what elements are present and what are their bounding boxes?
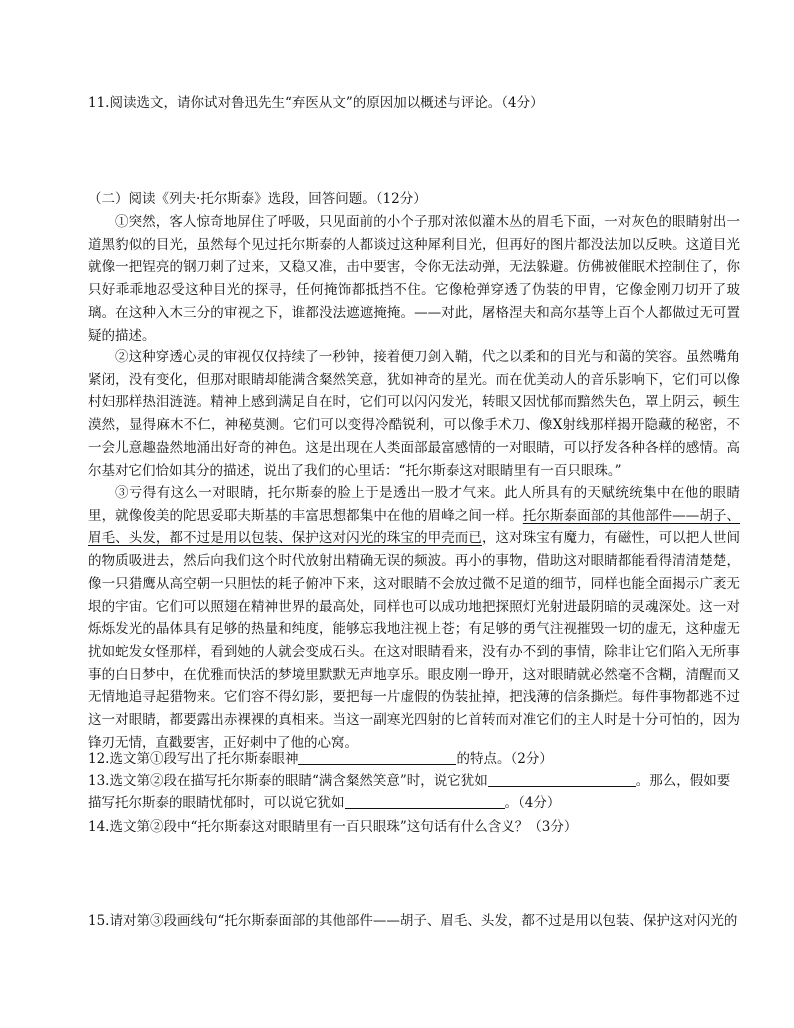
question-13-end: 。（4分） [504,795,561,811]
answer-blank[interactable] [298,764,456,765]
question-13 [88,770,746,792]
question-11: 11.阅读选文，请你试对鲁迅先生“弃医从文”的原因加以概述与评论。（4分） [88,95,544,111]
paragraph-3-rest: ，这对珠宝有魔力，有磁性，可以把人世间的物质吸进去，然后向我们这个时代放射出精确无误的频波。再小的事物，借助这对眼睛都能看得清清楚楚，像一只猎鹰从高空朝一只胆怯的耗子俯冲下来，这对眼睛不会放过微不足道的细节，同样也能全面揭示广袤无垠的宇宙。它们可以照翅在精神世界的最高处，同样也可以成功地把探照灯光射进最阴暗的灵魂深处。这一对烁烁发光的晶体具有足够的热量和纯度，能够忘我地注视上苍；有足够的勇气注视摧毁一切的虚无，这种虚无扰如蛇发女怪那样，看到她的人就会变成石头。在这对眼睛看来，没有办不到的事情，除非让它们陷入无所事事的白日梦中，在优雅而快活的梦境里默默无声地享乐。眼皮刚一睁开，这对眼睛就必然毫不含糊，清醒而又无情地追寻起猎物来。它们容不得幻影，要把每一片虚假的伪装扯掉，把浅薄的信条撕烂。每件事物都逃不过这一对眼睛，都要露出赤裸裸的真相来。当这一副寒光四射的匕首转而对准它们的主人时是十分可怕的，因为锋刃无情，直戳要害，正好刺中了他的心窝。 [88,530,741,751]
question-12-end: 的特点。（2分） [456,751,553,767]
question-13-stem: 13.选文第②段在描写托尔斯泰的眼睛“满含粲然笑意”时，说它犹如 [88,773,488,789]
paragraph-2: ②这种穿透心灵的审视仅仅持续了一秒钟，接着便刀剑入鞘，代之以柔和的目光与和蔼的笑容。虽然嘴角紧闭，没有变化，但那对眼睛却能满含粲然笑意，犹如神奇的星光。而在优美动人的音乐影响下，它们可以像村妇那样热泪涟涟。精神上感到满足自在时，它们可以闪闪发光，转眼又因忧郁而黯然失色，罩上阴云，顿生漠然，显得麻木不仁，神秘莫测。它们可以变得冷酷锐利，可以像手术刀、像X射线那样揭开隐藏的秘密，不一会儿意趣盎然地涌出好奇的神色。这是出现在人类面部最富感情的一对眼睛，可以抒发各种各样的感情。高尔基对它们恰如其分的描述，说出了我们的心里话：“托尔斯泰这对眼睛里有一百只眼珠。” [88,349,740,479]
question-12-stem: 12.选文第①段写出了托尔斯泰眼神 [88,751,299,767]
question-15: 15.请对第③段画线句“托尔斯泰面部的其他部件——胡子、眉毛、头发，都不过是用以包装、保护这对闪光的 [88,913,738,929]
question-13-cont: 。那么，假如要 [635,773,731,789]
answer-blank[interactable] [488,786,636,787]
paragraph-3 [88,482,740,754]
underlined-sentence: 托尔斯泰面部的其他部件——胡子、眉毛、头发，都不过是用以包装、保护这对闪光的珠宝的甲壳而已 [88,507,740,547]
question-13-stem-2: 描写托尔斯泰的眼睛忧郁时，可以说它犹如 [88,795,345,811]
paragraph-3-start: ③亏得有这么一对眼睛，托尔斯泰的脸上于是透出一股才气来。此人所具有的天赋统统集中在他的眼睛里，就像俊美的陀思妥耶夫斯基的丰富思想都集中在他的眉峰之间一样。 [88,485,740,524]
paragraph-1: ①突然，客人惊奇地屏住了呼吸，只见面前的小个子那对浓似灌木丛的眉毛下面，一对灰色的眼睛射出一道黑豹似的目光，虽然每个见过托尔斯泰的人都谈过这种犀利目光，但再好的图片都没法加以反映。这道目光就像一把锃亮的钢刀刺了过来，又稳又准，击中要害，令你无法动弹，无法躲避。仿佛被催眠术控制住了，你只好乖乖地忍受这种目光的探寻，任何掩饰都抵挡不住。它像枪弹穿透了伪装的甲胄，它像金刚刀切开了玻璃。在这种入木三分的审视之下，谁都没法遮遮掩掩。——对此，屠格涅夫和高尔基等上百个人都做过无可置疑的描述。 [88,214,740,344]
question-13-line-2 [88,792,746,814]
question-14: 14.选文第②段中“托尔斯泰这对眼睛里有一百只眼珠”这句话有什么含义？（3分） [88,819,578,835]
answer-blank[interactable] [345,808,505,809]
section-heading: （二）阅读《列夫·托尔斯泰》选段，回答问题。（12分） [88,191,427,207]
question-12 [88,748,746,770]
